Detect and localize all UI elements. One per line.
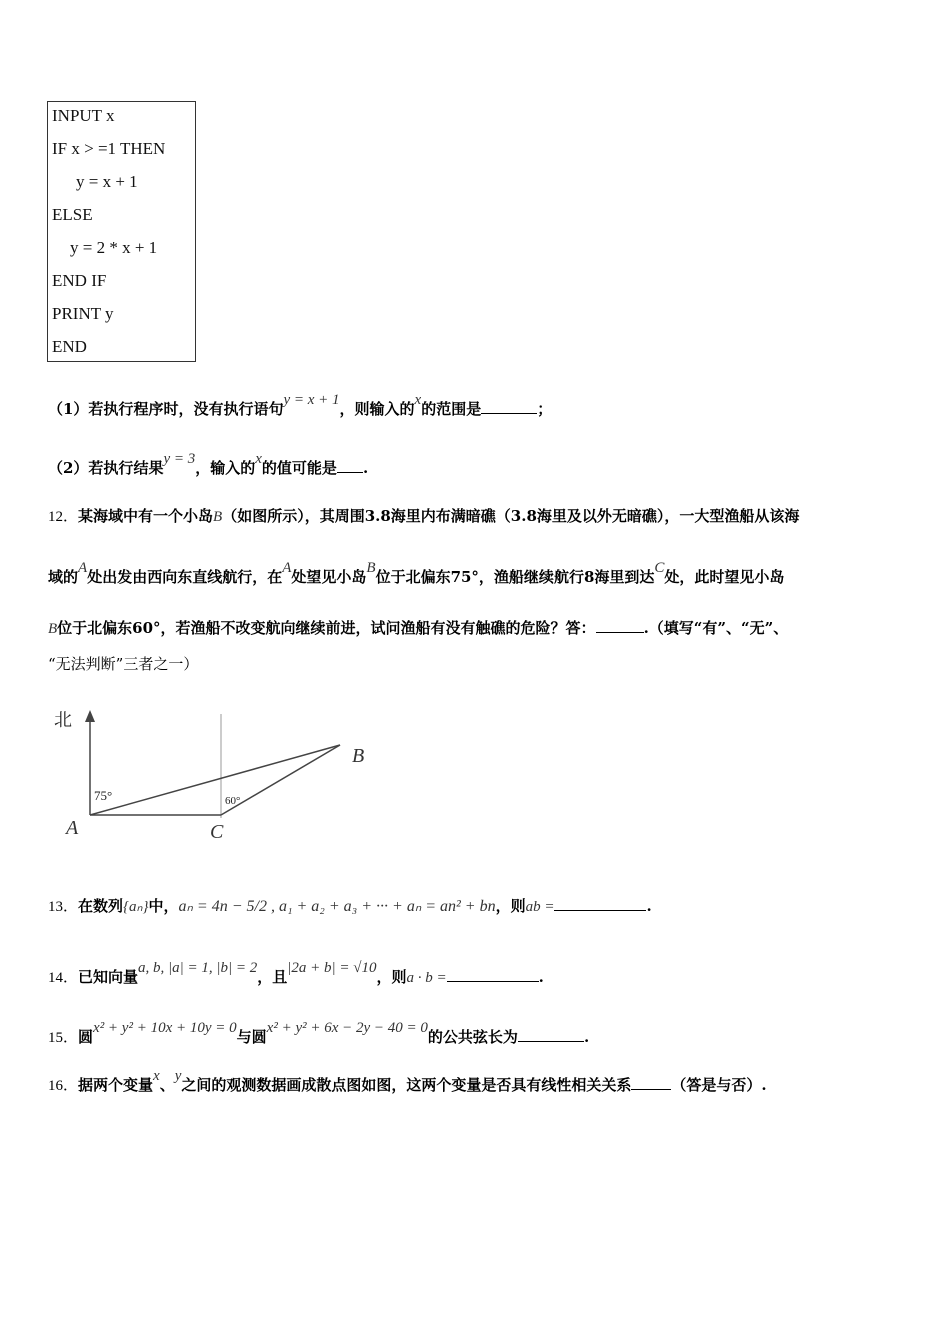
angle-a-label: 75° — [94, 788, 113, 803]
math-expression: a, b, |a| = 1, |b| = 2 — [138, 960, 258, 976]
answer-blank[interactable] — [447, 969, 539, 982]
math-expression: a · b = — [406, 970, 447, 986]
math-expression: x² + y² + 10x + 10y = 0 — [93, 1020, 237, 1036]
point-a-label: A — [66, 817, 79, 839]
q13: 13．在数列{aₙ}中，aₙ = 4n − 5/2 , a₁ + a₂ + a₃ + ··· + aₙ = an² + bn，则ab = . — [48, 897, 652, 915]
north-arrow-icon — [85, 710, 95, 722]
answer-blank[interactable] — [554, 898, 646, 911]
q12-line3: B位于北偏东60°，若渔船不改变航向继续前进，试问渔船有没有触礁的危险？答： .（填写“有”、“无”、 — [48, 619, 789, 637]
q15: 15．圆x² + y² + 10x + 10y = 0与圆x² + y² + 6x − 2y − 40 = 0的公共弦长为 . — [48, 1020, 590, 1046]
q14: 14．已知向量a, b, |a| = 1, |b| = 2，且|2a + b| = √10，则a · b = . — [48, 960, 544, 986]
q11-part2: （2）若执行结果y = 3，输入的x的值可能是 . — [48, 451, 369, 477]
math-expression: aₙ = 4n − 5/2 , a₁ + a₂ + a₃ + ··· + aₙ = an² + bn — [178, 898, 496, 915]
angle-c-label: 60° — [225, 795, 241, 807]
math-expression: y = 3 — [163, 451, 196, 467]
point-c-label: C — [210, 821, 224, 843]
code-line: y = 2 * x + 1 — [70, 238, 158, 257]
q12-line2: 域的A处出发由西向东直线航行，在A处望见小岛B位于北偏东75°，渔船继续航行8海里到达C处，此时望见小岛 — [48, 560, 785, 586]
q12-line4: “无法判断”三者之一） — [48, 655, 199, 673]
answer-blank[interactable] — [596, 620, 644, 633]
answer-blank[interactable] — [481, 401, 537, 414]
q11-part1: （1）若执行程序时，没有执行语句y = x + 1，则输入的x的范围是 ； — [48, 392, 553, 418]
math-expression: |2a + b| = √10 — [287, 960, 377, 976]
code-line: y = x + 1 — [76, 172, 138, 191]
program-code-box — [47, 101, 196, 362]
q12-figure — [48, 700, 378, 845]
code-line: ELSE — [52, 205, 93, 224]
code-line: PRINT y — [52, 304, 114, 323]
north-label: 北 — [54, 710, 72, 731]
code-line: IF x > =1 THEN — [52, 139, 166, 158]
answer-blank[interactable] — [631, 1077, 671, 1090]
segment-ab — [90, 745, 340, 815]
q16: 16．据两个变量x、y之间的观测数据画成散点图如图，这两个变量是否具有线性相关关系 （答是与否）. — [48, 1068, 767, 1094]
code-line: END IF — [52, 271, 107, 290]
answer-blank[interactable] — [518, 1029, 584, 1042]
q12-line1: 12．某海域中有一个小岛B（如图所示），其周围3.8海里内布满暗礁（3.8海里及以外无暗礁），一大型渔船从该海 — [48, 507, 800, 525]
code-line: INPUT x — [52, 106, 115, 125]
code-line: END — [52, 337, 87, 356]
point-b-label: B — [352, 745, 365, 767]
math-expression: x² + y² + 6x − 2y − 40 = 0 — [266, 1020, 428, 1036]
answer-blank[interactable] — [337, 460, 363, 473]
math-expression: y = x + 1 — [283, 392, 340, 408]
